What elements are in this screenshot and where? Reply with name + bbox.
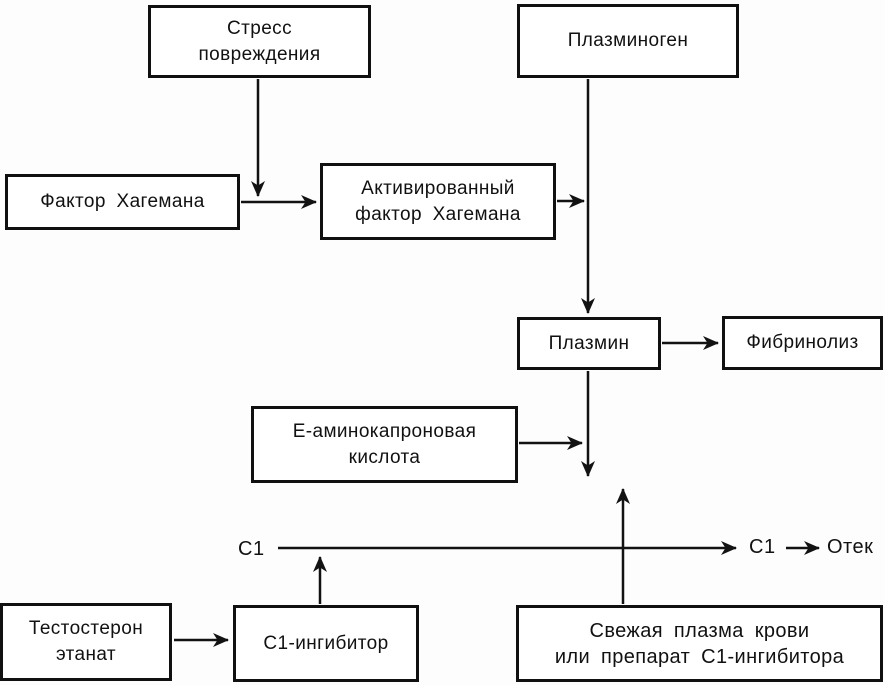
node-testosterone-etanate [0,603,172,681]
node-fresh-plasma-line1: Свежая плазма крови [589,619,810,642]
node-aminocaproic-acid-line2: кислота [348,446,421,468]
node-activated-hageman-line1: Активированный [361,177,515,199]
node-fresh-plasma [516,605,883,682]
node-fibrinolysis-label: Фибринолиз [746,332,859,353]
node-stress-damage-line2: повреждения [198,43,321,65]
node-testosterone-line2: этанат [55,644,117,665]
node-aminocaproic-acid [251,406,518,483]
node-fibrinolysis [722,316,883,370]
label-edema: Отек [827,536,874,558]
node-plasmin [517,317,661,370]
node-testosterone-line1: Тестостерон [28,618,144,639]
node-plasminogen [517,4,739,78]
node-aminocaproic-acid-line1: Е-аминокапроновая [292,420,477,442]
node-hageman-factor [5,174,240,230]
node-c1-inhibitor [233,605,419,682]
node-c1-inhibitor-label: С1-ингибитор [263,632,389,654]
node-plasminogen-label: Плазминоген [567,30,689,51]
node-stress-damage-line1: Стресс [227,17,292,39]
node-fresh-plasma-line2: или препарат С1-ингибитора [554,645,845,668]
node-plasmin-label: Плазмин [548,332,630,354]
node-activated-hageman-factor [320,163,556,240]
node-stress-damage [148,5,371,78]
label-c1-left: С1 [238,538,265,560]
node-hageman-factor-label: Фактор Хагемана [40,191,205,212]
label-c1-right: С1 [749,536,776,558]
node-activated-hageman-line2: фактор Хагемана [355,203,521,225]
